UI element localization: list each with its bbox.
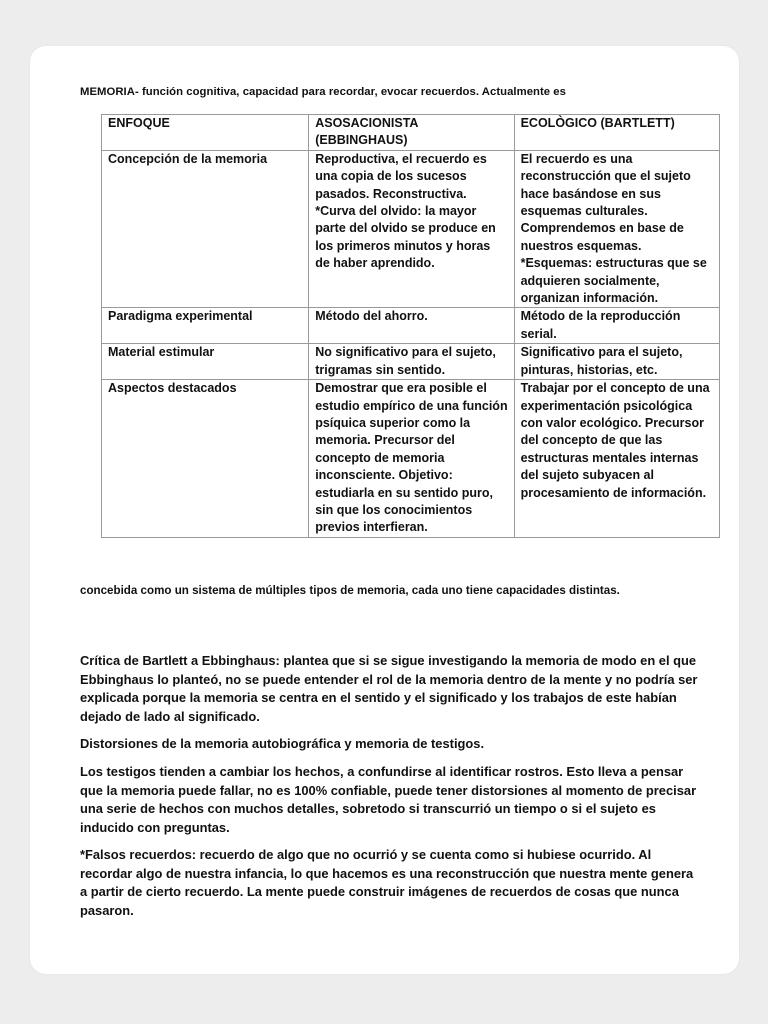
cell-ecologico: Significativo para el sujeto, pinturas, historias, etc. [514,344,719,380]
table-row [102,380,720,538]
cell-asociacionista: Reproductiva, el recuerdo es una copia de los sucesos pasados. Reconstructiva. *Curva del olvido: la mayor parte del olvido se produce en los primeros minutos y horas de haber aprendido. [309,150,514,308]
row-label: Concepción de la memoria [102,150,309,308]
paragraph-heading-distorsiones: Distorsiones de la memoria autobiográfica y memoria de testigos. [80,736,485,751]
cell-ecologico: Trabajar por el concepto de una experimentación psicológica con valor ecológico. Precursor del concepto de que las estructuras mentales internas del sujeto subyacen al procesamiento de información. [514,380,719,538]
row-label: Paradigma experimental [102,308,309,344]
paragraph-critica: Crítica de Bartlett a Ebbinghaus: plantea que si se sigue investigando la memoria de modo en el que Ebbinghaus lo planteó, no se puede entender el rol de la memoria dentro de la mente y no podría ser explicada porque la memoria se centra en el sentido y el significado y los trabajos de este habían dejado de lado al significado. [80,653,698,724]
table-row [102,150,720,308]
comparison-table [101,114,720,538]
paragraph-testigos: Los testigos tienden a cambiar los hechos, a confundirse al identificar rostros. Esto lleva a pensar que la memoria puede fallar, no es 100% confiable, puede tener distorsiones al momento de precisar una serie de hechos con muchos detalles, sobretodo si transcurrió un tiempo o si el sujeto es inducido con preguntas. [80,764,697,835]
continuation-text: concebida como un sistema de múltiples tipos de memoria, cada uno tiene capacidades distintas. [80,584,620,597]
intro-text: MEMORIA- función cognitiva, capacidad para recordar, evocar recuerdos. Actualmente es [80,86,566,98]
cell-ecologico: Método de la reproducción serial. [514,308,719,344]
cell-asociacionista: No significativo para el sujeto, trigramas sin sentido. [309,344,514,380]
header-enfoque: ENFOQUE [102,115,309,151]
row-label: Aspectos destacados [102,380,309,538]
paragraph-falsos-recuerdos: *Falsos recuerdos: recuerdo de algo que no ocurrió y se cuenta como si hubiese ocurrido. Al recordar algo de nuestra infancia, lo que hacemos es una reconstrucción que nuestra mente genera a partir de cierto recuerdo. La mente puede construir imágenes de recuerdos de cosas que nunca pasaron. [80,847,694,918]
cell-ecologico: El recuerdo es una reconstrucción que el sujeto hace basándose en sus esquemas culturales. Comprendemos en base de nuestros esquemas. *Esquemas: estructuras que se adquieren socialmente, organizan información. [514,150,719,308]
header-ecologico: ECOLÒGICO (BARTLETT) [514,115,719,151]
cell-asociacionista: Demostrar que era posible el estudio empírico de una función psíquica superior como la memoria. Precursor del concepto de memoria inconsciente. Objetivo: estudiarla en su sentido puro, sin que los conocimientos previos interfieran. [309,380,514,538]
cell-asociacionista: Método del ahorro. [309,308,514,344]
row-label: Material estimular [102,344,309,380]
header-asociacionista: ASOSACIONISTA (EBBINGHAUS) [309,115,514,151]
table-row [102,308,720,344]
table-header-row [102,115,720,151]
table-row [102,344,720,380]
